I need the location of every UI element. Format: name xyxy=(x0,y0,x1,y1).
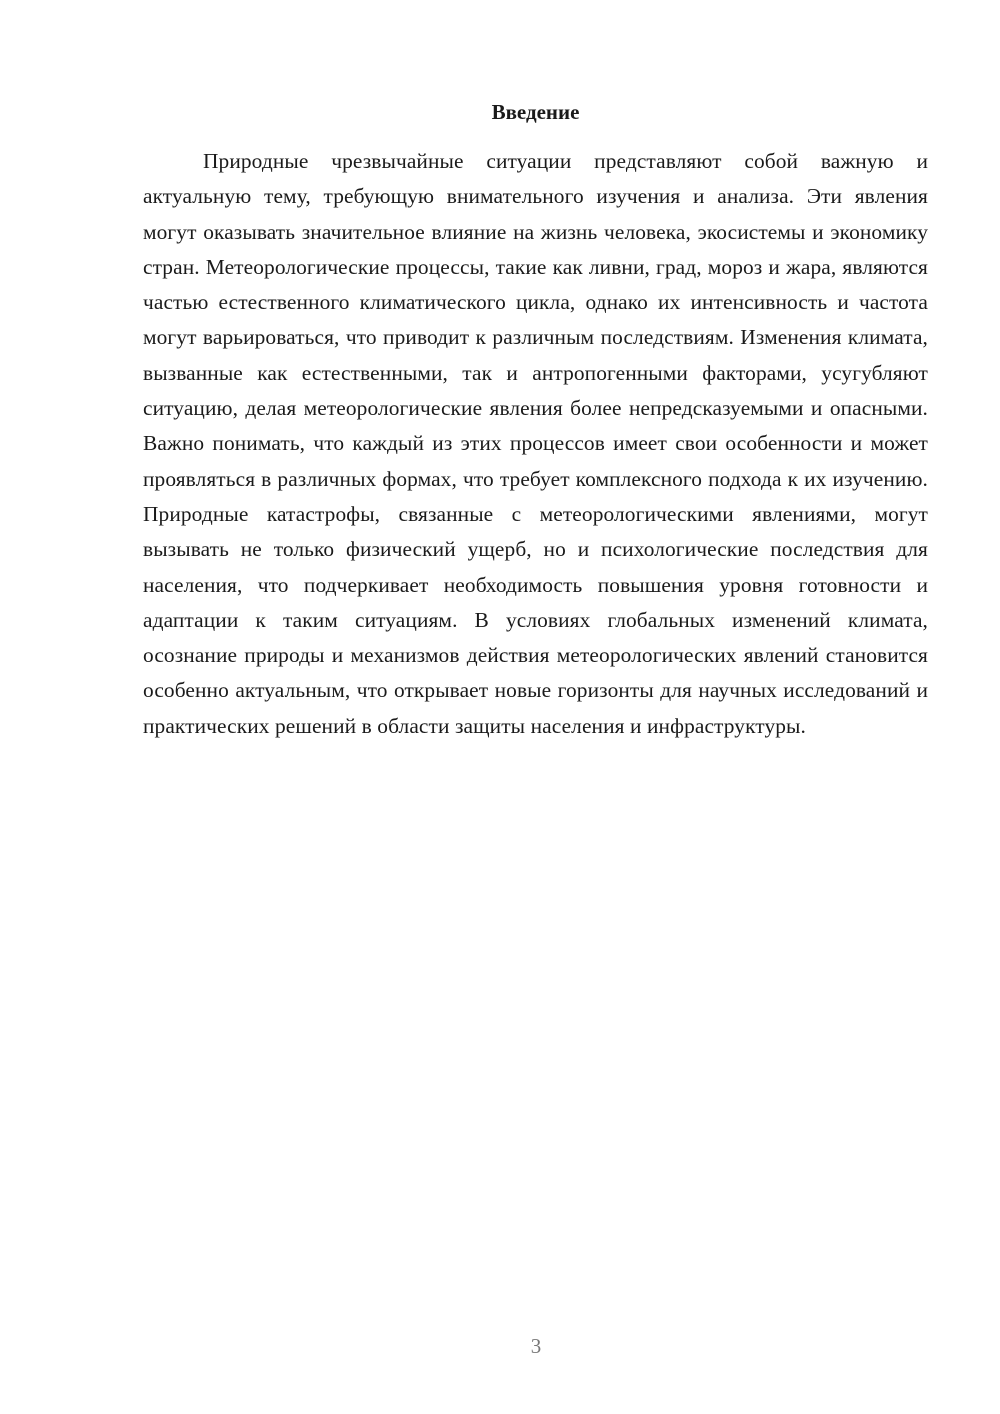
section-heading: Введение xyxy=(491,100,580,124)
body-paragraph: Природные чрезвычайные ситуации представляют собой важную и актуальную тему, требующую внимательного изучения и анализа. Эти явления могут оказывать значительное влияние на жизнь человека, экосистемы и экономику стран. Метеорологические процессы, такие как ливни, град, мороз и жара, являются частью естественного климатического цикла, однако их интенсивность и частота могут варьироваться, что приводит к различным последствиям. Изменения климата, вызванные как естественными, так и антропогенными факторами, усугубляют ситуацию, делая метеорологические явления более непредсказуемыми и опасными. Важно понимать, что каждый из этих процессов имеет свои особенности и может проявляться в различных формах, что требует комплексного подхода к их изучению. Природные катастрофы, связанные с метеорологическими явлениями, могут вызывать не только физический ущерб, но и психологические последствия для населения, что подчеркивает необходимость повышения уровня готовности и адаптации к таким ситуациям. В условиях глобальных изменений климата, осознание природы и механизмов действия метеорологических явлений становится особенно актуальным, что открывает новые горизонты для научных исследований и практических решений в области защиты населения и инфраструктуры. xyxy=(143,149,928,738)
page-number: 3 xyxy=(530,1334,542,1358)
